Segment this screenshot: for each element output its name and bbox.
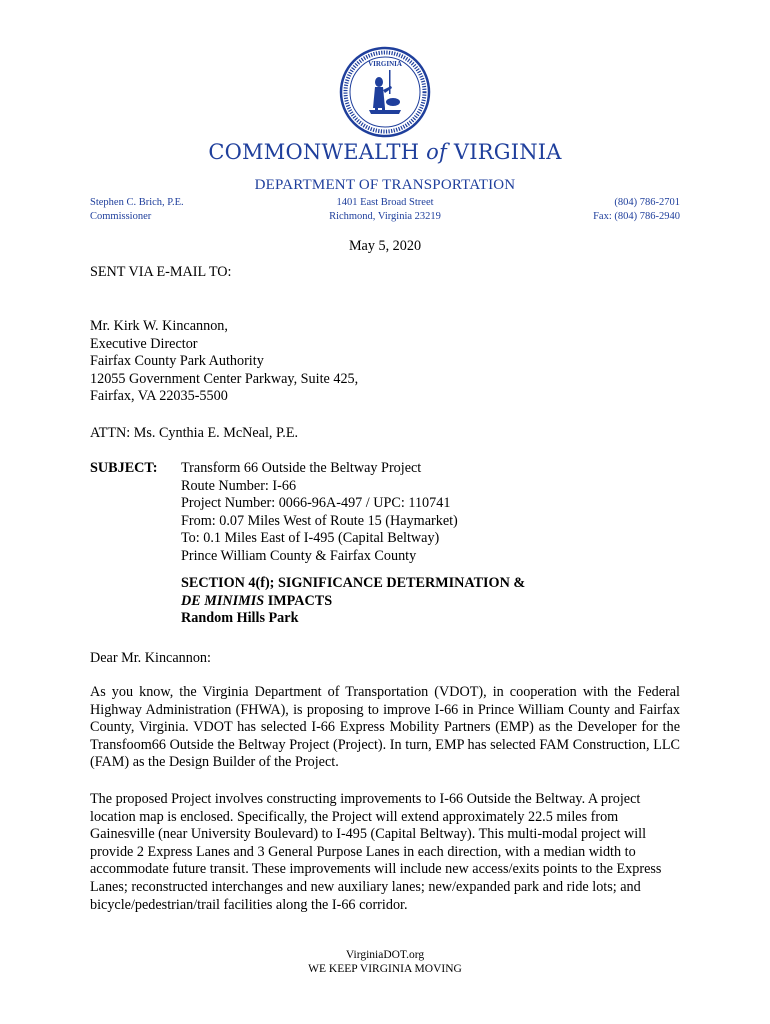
section-line-2: DE MINIMIS IMPACTS <box>181 592 333 609</box>
subject-line: To: 0.1 Miles East of I-495 (Capital Beltway) <box>181 530 440 547</box>
paragraph-2: The proposed Project involves constructing improvements to I-66 Outside the Beltway. A project location map is enclosed. Specifically, the Project will extend approximately 22.5 miles from Gainesville (near University Boulevard) to I-495 (Capital Beltway). This multi-modal project will provide 2 Express Lanes and 3 General Purpose Lanes in each direction, with a median width to accommodate future transit. These improvements will include new access/exits points to the Express Lanes; reconstructed interchanges and new auxiliary lanes; new/expanded park and ride lots; and bicycle/pedestrian/trail facilities along the I-66 corridor. <box>90 791 662 913</box>
phone-number: (804) 786-2701 <box>614 197 680 208</box>
contact-block <box>560 196 680 224</box>
section-heading <box>181 575 681 628</box>
commissioner-title: Commissioner <box>90 211 152 222</box>
recipient-line: Fairfax, VA 22035-5500 <box>90 388 228 405</box>
paragraph-1: As you know, the Virginia Department of Transportation (VDOT), in cooperation with the Federal Highway Administration (FHWA), is proposing to improve I-66 in Prince William County and Fairfax County, Virginia. VDOT has selected I-66 Express Mobility Partners (EMP) as the Developer for the Transfoom66 Outside the Beltway Project (Project). In turn, EMP has selected FAM Construction, LLC (FAM) as the Design Builder of the Project. <box>90 684 680 771</box>
footer-motto: WE KEEP VIRGINIA MOVING <box>308 963 462 975</box>
subject-line: Route Number: I-66 <box>181 477 297 494</box>
recipient-line: 12055 Government Center Parkway, Suite 425, <box>90 370 359 387</box>
sent-via-line: SENT VIA E-MAIL TO: <box>90 264 232 280</box>
recipient-line: Mr. Kirk W. Kincannon, <box>90 318 228 334</box>
subject-label: SUBJECT: <box>90 460 158 476</box>
salutation: Dear Mr. Kincannon: <box>90 650 211 666</box>
subject-line: Transform 66 Outside the Beltway Project <box>181 460 422 476</box>
subject-block <box>181 460 681 566</box>
virginia-seal-logo <box>339 46 431 138</box>
recipient-address <box>90 318 690 406</box>
section-line-3: Random Hills Park <box>181 610 299 627</box>
letter-date: May 5, 2020 <box>348 238 422 254</box>
footer-website: VirginiaDOT.org <box>345 949 425 961</box>
subject-line: Project Number: 0066-96A-497 / UPC: 110741 <box>181 495 451 512</box>
fax-number: Fax: (804) 786-2940 <box>593 211 680 222</box>
address-line-2: Richmond, Virginia 23219 <box>329 211 441 222</box>
recipient-line: Fairfax County Park Authority <box>90 353 264 370</box>
address-line-1: 1401 East Broad Street <box>336 197 434 208</box>
recipient-line: Executive Director <box>90 335 198 352</box>
attention-line: ATTN: Ms. Cynthia E. McNeal, P.E. <box>90 425 299 441</box>
commissioner-name: Stephen C. Brich, P.E. <box>90 197 184 208</box>
subject-line: From: 0.07 Miles West of Route 15 (Haymarket) <box>181 512 458 529</box>
department-name: DEPARTMENT OF TRANSPORTATION <box>254 177 516 193</box>
section-line-1: SECTION 4(f); SIGNIFICANCE DETERMINATION & <box>181 575 526 591</box>
subject-line: Prince William County & Fairfax County <box>181 547 417 564</box>
footer <box>0 948 770 976</box>
commonwealth-title: COMMONWEALTH of VIRGINIA <box>208 140 562 164</box>
seal-text: VIRGINIA <box>368 60 402 68</box>
